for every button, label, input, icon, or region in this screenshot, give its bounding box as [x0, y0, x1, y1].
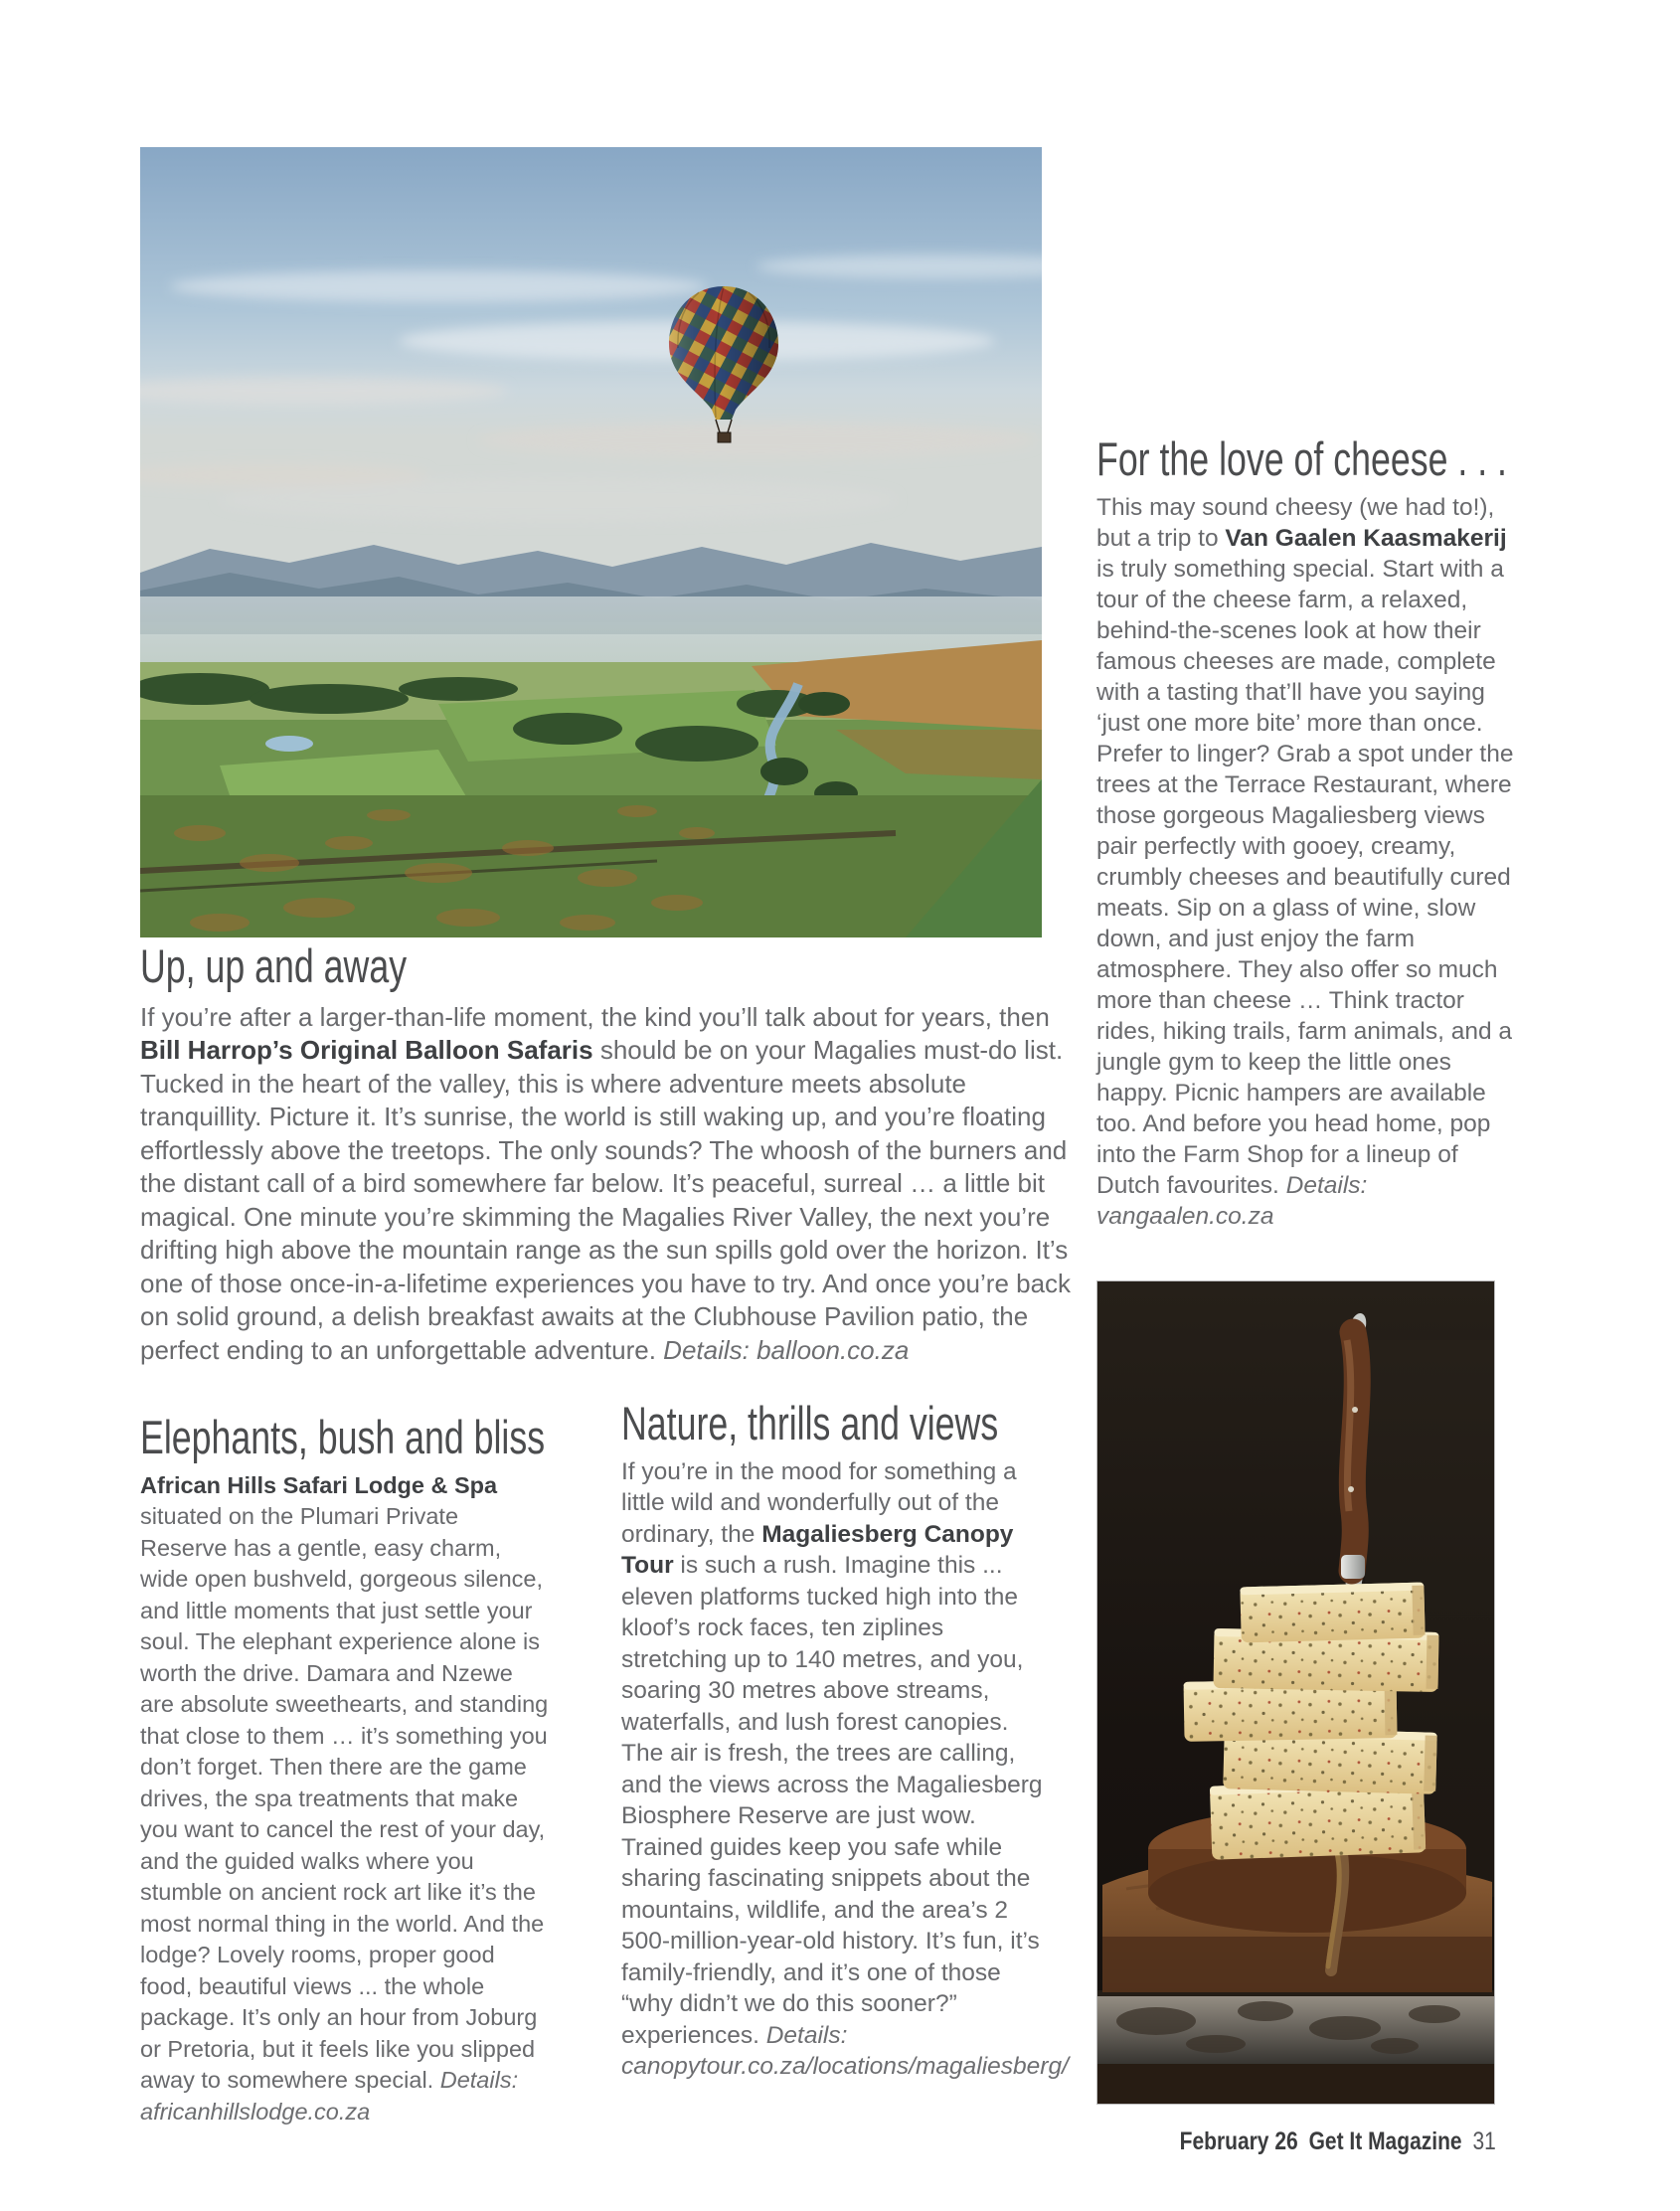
- article-heading: Nature, thrills and views: [621, 1397, 999, 1449]
- body-text: If you’re after a larger-than-life moment, the kind you’ll talk about for years, then: [140, 1001, 1050, 1032]
- article-body: [1096, 492, 1518, 1232]
- balloon-valley-photo: [140, 147, 1042, 937]
- footer-line: [1180, 2127, 1496, 2156]
- footer-issue-date: February 26: [1179, 2127, 1298, 2155]
- article-body: [140, 1470, 550, 2128]
- body-text: should be on your Magalies must-do list. Tucked in the heart of the valley, this is where adventure meets absolute tranquillity. Picture it. It’s sunrise, the world is still waking up, and you’re floating effortlessly above the treetops. The only sounds? The whoosh of the burners and the distant call of a bird somewhere far below. It’s peaceful, surreal … a little bit magical. One minute you’re skimming the Magalies River Valley, the next you’re drifting high above the mountain range as the sun spills gold over the horizon. It’s one of those once-in-a-lifetime experiences you have to try. And once you’re back on solid ground, a delish breakfast awaits at the Clubhouse Pavilion patio, the perfect ending to an unforgettable adventure.: [140, 1035, 1072, 1365]
- knife-bolster: [1341, 1555, 1365, 1579]
- balloon-basket: [718, 432, 731, 442]
- details-url: Details: africanhillslodge.co.za: [140, 2067, 519, 2125]
- article-nature-thrills-and-views: [621, 1397, 1069, 2083]
- knife: [1341, 1313, 1366, 1613]
- article-body: [140, 1001, 1073, 1368]
- body-text: situated on the Plumari Private Reserve has a gentle, easy charm, wide open bushveld, gorgeous silence, and little moments that just settle your soul. The elephant experience alone is worth the drive. Damara and Nzewe are absolute sweethearts, and standing that close to them … it’s something you don’t forget. Then there are the game drives, the spa treatments that make you want to cancel the rest of your day, and the guided walks where you stumble on ancient rock art like it’s the most normal thing in the world. And the lodge? Lovely rooms, proper good food, beautiful views ... the whole package. It’s only an hour from Joburg or Pretoria, but it feels like you slipped away to somewhere special.: [140, 1503, 549, 2094]
- article-heading: Up, up and away: [140, 939, 408, 992]
- body-text: This may sound cheesy (we had to!), but a trip to: [1096, 493, 1495, 552]
- body-text: is truly something special. Start with a tour of the cheese farm, a relaxed, behind-the-scenes look at how their famous cheeses are made, complete with a tasting that’ll have you saying ‘just one more bite’ more than once. Prefer to linger? Grab a spot under the trees at the Terrace Restaurant, where those gorgeous Magaliesberg views pair perfectly with gooey, creamy, crumbly cheeses and beautifully cured meats. Sip on a glass of wine, slow down, and just enjoy the farm atmosphere. They also offer so much more than cheese … Think tractor rides, hiking trails, farm animals, and a jungle gym to keep the little ones happy. Picnic hampers are available too. And before you head home, pop into the Farm Shop for a lineup of Dutch favourites.: [1096, 555, 1514, 1199]
- article-body: [621, 1456, 1069, 2083]
- bold-lodge-name: African Hills Safari Lodge & Spa: [140, 1471, 498, 1498]
- footer-page-number: 31: [1472, 2127, 1496, 2155]
- page-footer: [140, 2127, 1496, 2156]
- article-up-up-and-away: [140, 939, 1073, 1367]
- body-text: If you’re in the mood for something a little wild and wonderfully out of the ordinary, the: [621, 1457, 1017, 1548]
- details-url: Details: vangaalen.co.za: [1096, 1171, 1368, 1230]
- article-heading: For the love of cheese . . .: [1096, 432, 1507, 485]
- cheese-stack-photo: [1096, 1280, 1495, 2105]
- details-url: Details: canopytour.co.za/locations/magaliesberg/: [621, 2021, 1069, 2081]
- details-url: Details: balloon.co.za: [663, 1334, 910, 1365]
- pond: [265, 736, 313, 752]
- bold-operator-name: Bill Harrop’s Original Balloon Safaris: [140, 1035, 593, 1066]
- stone-base: [1096, 1990, 1495, 2105]
- article-elephants-bush-and-bliss: [140, 1411, 550, 2127]
- article-heading: Elephants, bush and bliss: [140, 1411, 546, 1463]
- bold-operator-name: Van Gaalen Kaasmakerij: [1225, 524, 1507, 552]
- footer-magazine-name: Get It Magazine: [1308, 2127, 1462, 2155]
- valley: [140, 640, 1042, 937]
- body-text: is such a rush. Imagine this ... eleven platforms tucked high into the kloof’s rock faces, ten ziplines stretching up to 140 metres, and you, soaring 30 metres above streams, waterfalls, and lush forest canopies. The air is fresh, the trees are calling, and the views across the Magaliesberg Biosphere Reserve are just wow. Trained guides keep you safe while sharing fascinating snippets about the mountains, wildlife, and the area’s 2 500-million-year-old history. It’s fun, it’s family-friendly, and it’s one of those “why didn’t we do this sooner?” experiences.: [621, 1552, 1043, 2049]
- article-for-the-love-of-cheese: [1096, 432, 1518, 1232]
- bold-tour-name: Magaliesberg Canopy Tour: [621, 1520, 1014, 1580]
